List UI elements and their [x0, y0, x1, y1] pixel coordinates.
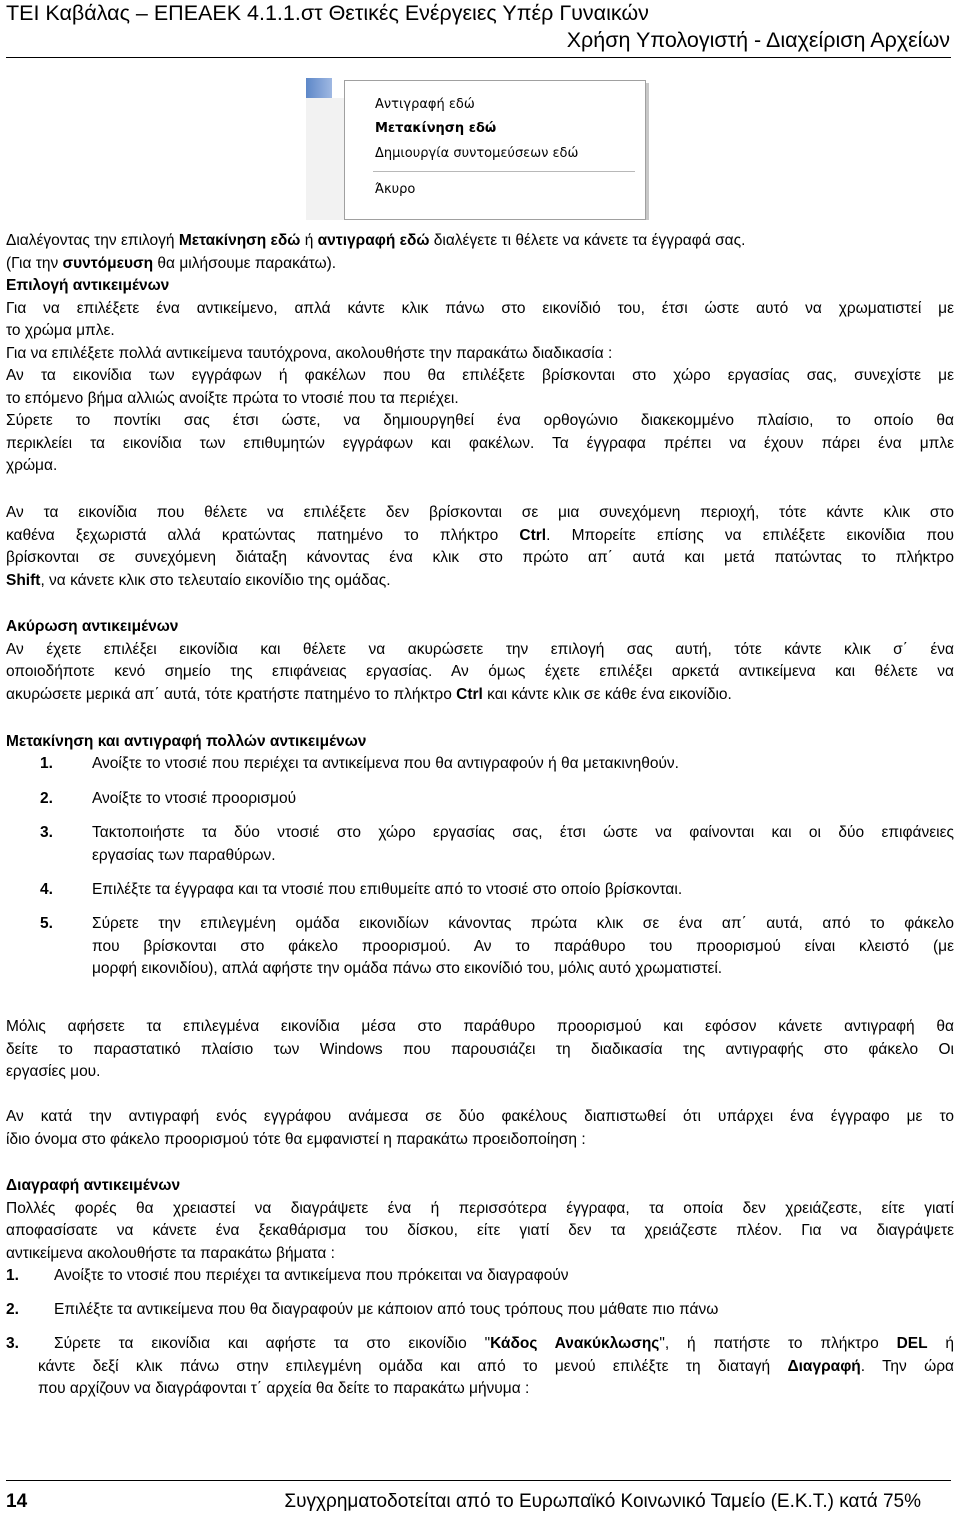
select-section: Επιλογή αντικειμένων Για να επιλέξετε ένα αντικείμενο, απλά κάντε κλικ πάνω στο εικονίδιό του, έτσι ώστε αυτό να χρωματιστεί με το χρώμα μπλε. Για να επιλέξετε πολλά αντικείμενα ταυτόχρονα, ακολουθήστε την παρακάτω διαδικασία : Αν τα εικονίδια των εγγράφων ή φακέλων που θα επιλέξετε βρίσκονται στο χώρο εργασίας σας, συνεχίστε με το επόμενο βήμα αλλιώς ανοίξτε πρώτα το ντοσιέ που τα περιέχει. Σύρετε το ποντίκι σας έτσι ώστε, να δημιουργηθεί ένα ορθογώνιο διακεκομμένο πλαίσιο, το οποίο θα περικλείει τα εικονίδια των επιθυμητών εγγράφων και φακέλων. Τα έγγραφα πρέπει να έχουν πάρει ένα μπλε χρώμα.: [6, 277, 954, 474]
list-item: 3. Σύρετε τα εικονίδια και αφήστε τα στο εικονίδιο "Κάδος Ανακύκλωσης", ή πατήστε το πλήκτρο DEL ή κάντε δεξί κλικ πάνω στην επιλεγμένη ομάδα και από το μενού επιλέξτε τη διαταγή Διαγραφή. Την ώρα που αρχίζουν να διαγράφονται τ΄ αρχεία θα δείτε το παρακάτω μήνυμα :: [6, 1335, 955, 1397]
move-heading: Μετακίνηση και αντιγραφή πολλών αντικειμένων: [6, 733, 367, 750]
desktop-fragment: [306, 98, 344, 220]
page-number: 14: [6, 1491, 28, 1512]
header-rule: [6, 57, 951, 58]
delete-command-term: Διαγραφή: [787, 1357, 861, 1375]
move-here-term: Μετακίνηση εδώ: [178, 232, 301, 249]
delete-section: Διαγραφή αντικειμένων Πολλές φορές θα χρειαστεί να διαγράψετε ένα ή περισσότερα έγγραφα, τα οποία δεν χρειάζεστε, είτε γιατί αποφασίσατε να κάνετε ένα ξεκαθάρισμα του δίσκου, είτε γιατί δεν τα χρειάζεστε πλέον. Για να διαγράψετε αντικείμενα ακολουθήστε τα παρακάτω βήματα :: [6, 1177, 954, 1262]
menu-item-create-shortcuts[interactable]: Δημιουργία συντομεύσεων εδώ: [375, 146, 579, 161]
list-item: 3. Τακτοποιήστε τα δύο ντοσιέ στο χώρο εργασίας σας, έτσι ώστε να φαίνονται και οι δύο επιφάνειες εργασίας των παραθύρων.: [40, 824, 954, 864]
window-title-fragment: [306, 78, 332, 98]
shift-key: Shift: [6, 571, 41, 589]
delete-heading: Διαγραφή αντικειμένων: [6, 1177, 181, 1194]
copy-here-term: αντιγραφή εδώ: [317, 232, 430, 249]
funding-note: Συγχρηματοδοτείται από το Ευρωπαϊκό Κοινωνικό Ταμείο (Ε.Κ.Τ.) κατά 75%: [284, 1491, 921, 1512]
list-item: 2. Ανοίξτε το ντοσιέ προορισμού: [40, 790, 297, 807]
header-title: ΤΕΙ Καβάλας – ΕΠΕΑΕΚ 4.1.1.στ Θετικές Ενέργειες Υπέρ Γυναικών: [6, 1, 649, 25]
list-item: 4. Επιλέξτε τα έγγραφα και τα ντοσιέ που επιθυμείτε από το ντοσιέ στο οποίο βρίσκονται.: [40, 881, 683, 898]
overwrite-warning-paragraph: Αν κατά την αντιγραφή ενός εγγράφου ανάμεσα σε δύο φακέλους διαπιστωθεί ότι υπάρχει ένα έγγραφο με το ίδιο όνομα στο φάκελο προορισμού τότε θα εμφανιστεί η παρακάτω προειδοποίηση :: [6, 1108, 954, 1148]
cancel-heading: Ακύρωση αντικειμένων: [6, 618, 179, 635]
intro-paragraph: Διαλέγοντας την επιλογή Μετακίνηση εδώ ή αντιγραφή εδώ διαλέγετε τι θέλετε να κάνετε τα έγγραφά σας. (Για την συντόμευση θα μιλήσουμε παρακάτω).: [6, 232, 746, 272]
nonadjacent-paragraph: Αν τα εικονίδια που θέλετε να επιλέξετε δεν βρίσκονται σε μια συνεχόμενη περιοχή, τότε κάντε κλικ στο καθένα ξεχωριστά αλλά κρατώντας πατημένο το πλήκτρο Ctrl. Μπορείτε επίσης να επιλέξετε εικονίδια που βρίσκονται σε συνεχόμενη διάταξη κάνοντας ένα κλικ στο πρώτο απ΄ αυτά και μετά πατώντας το πλήκτρο Shift, να κάνετε κλικ στο τελευταίο εικονίδιο της ομάδας.: [6, 504, 954, 589]
context-menu: [344, 80, 646, 220]
del-key: DEL: [896, 1335, 928, 1352]
footer-rule: [6, 1480, 951, 1481]
list-item: 1. Ανοίξτε το ντοσιέ που περιέχει τα αντικείμενα που θα αντιγραφούν ή θα μετακινηθούν.: [40, 755, 679, 772]
list-item: 2. Επιλέξτε τα αντικείμενα που θα διαγραφούν με κάποιον από τους τρόπους που μάθατε πιο πάνω: [6, 1301, 719, 1318]
menu-separator: [373, 171, 635, 172]
menu-item-move-here[interactable]: Μετακίνηση εδώ: [375, 121, 497, 136]
list-item: 1. Ανοίξτε το ντοσιέ που περιέχει τα αντικείμενα που πρόκειται να διαγραφούν: [6, 1267, 569, 1284]
menu-item-cancel[interactable]: Άκυρο: [375, 182, 416, 197]
move-heading-block: [6, 731, 954, 754]
select-heading: Επιλογή αντικειμένων: [6, 277, 170, 294]
context-menu-screenshot: [306, 78, 650, 220]
after-drop-paragraph: Μόλις αφήσετε τα επιλεγμένα εικονίδια μέσα στο παράθυρο προορισμού και εφόσον κάνετε αντιγραφή θα δείτε το παραστατικό πλαίσιο των Windows που παρουσιάζει τη διαδικασία της αντιγραφής στο φάκελο Οι εργασίες μου.: [6, 1018, 954, 1080]
menu-item-copy-here[interactable]: Αντιγραφή εδώ: [375, 97, 475, 112]
list-item: 5. Σύρετε την επιλεγμένη ομάδα εικονιδίων κάνοντας πρώτα κλικ σε ένα απ΄ αυτά, από το φάκελο που βρίσκονται στο φάκελο προορισμού. Αν το παράθυρο του προορισμού είναι κλειστό (με μορφή εικονιδίου), απλά αφήστε την ομάδα πάνω στο εικονίδιό του, μόλις αυτό χρωματιστεί.: [40, 915, 954, 977]
page-header: [0, 0, 950, 54]
ctrl-key: Ctrl: [519, 526, 547, 544]
cancel-section: Ακύρωση αντικειμένων Αν έχετε επιλέξει εικονίδια και θέλετε να ακυρώσετε την επιλογή σας αυτή, τότε κάντε κλικ σ΄ ένα οποιοδήποτε κενό σημείο της επιφάνειας εργασίας. Αν όμως έχετε επιλέξει αρκετά αντικείμενα και θέλετε να ακυρώσετε μερικά απ΄ αυτά, τότε κρατήστε πατημένο το πλήκτρο Ctrl και κάντε κλικ σε κάθε ένα εικονίδιο.: [6, 618, 954, 703]
shortcut-term: συντόμευση: [62, 254, 154, 272]
header-subtitle: Χρήση Υπολογιστή - Διαχείριση Αρχείων: [566, 28, 950, 52]
recycle-bin-term: Κάδος Ανακύκλωσης: [490, 1335, 660, 1352]
